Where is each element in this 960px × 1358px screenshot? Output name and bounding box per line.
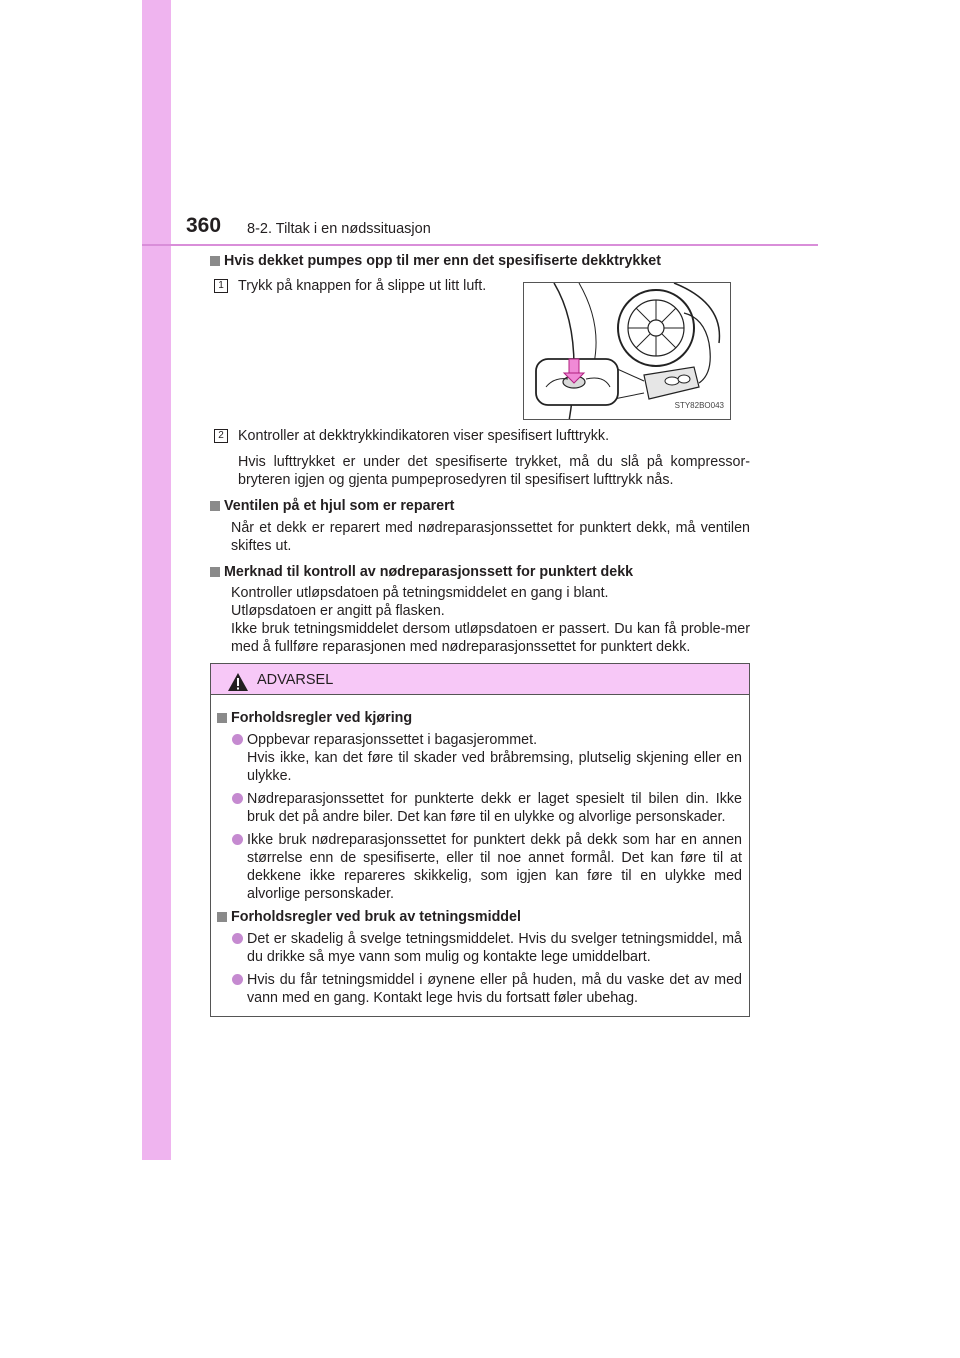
- bullet-dot-icon: [232, 734, 243, 745]
- warning-box: [210, 663, 750, 1017]
- square-bullet-icon: [217, 713, 227, 723]
- warning-title: ADVARSEL: [257, 672, 334, 688]
- step-text: Trykk på knappen for å slippe ut litt luft.: [238, 278, 487, 294]
- step-text: Kontroller at dekktrykkindikatoren viser spesifisert lufttrykk.: [238, 428, 610, 444]
- warning-bullet: Det er skadelig å svelge tetningsmiddelet. Hvis du svelger tetningsmiddel, må du drikke så mye vann som mulig og kontakte lege umiddelbart.: [217, 930, 742, 966]
- step-2-note: Hvis lufttrykket er under det spesifiserte trykket, må du slå på kompressor-bryteren igjen og gjenta pumpeprosedyren til spesifisert lufttrykk nås.: [238, 454, 750, 488]
- figure-code: STY82BO043: [674, 401, 724, 410]
- section-title: 8-2. Tiltak i en nødssituasjon: [247, 221, 431, 237]
- bullet-dot-icon: [232, 834, 243, 845]
- warning-bullet: Oppbevar reparasjonssettet i bagasjerommet. Hvis ikke, kan det føre til skader ved bråbremsing, plutselig skjening eller en ulykke.: [217, 731, 742, 785]
- warning-bullet: Hvis du får tetningsmiddel i øynene eller på huden, må du vaske det av med vann med en gang. Kontakt lege hvis du fortsatt føler ubehag.: [217, 971, 742, 1007]
- kit-check-line-3: Ikke bruk tetningsmiddelet dersom utløpsdatoen er passert. Du kan få proble-mer med å fullføre reparasjonen med nødreparasjonssettet for punktert dekk.: [231, 621, 750, 655]
- square-bullet-icon: [210, 567, 220, 577]
- compressor-illustration: [523, 282, 731, 420]
- warning-heading-sealant: Forholdsregler ved bruk av tetningsmiddel: [217, 908, 742, 926]
- warning-heading-driving: Forholdsregler ved kjøring: [217, 709, 742, 727]
- heading-overinflation: Hvis dekket pumpes opp til mer enn det spesifiserte dekktrykket: [210, 252, 750, 270]
- bullet-dot-icon: [232, 974, 243, 985]
- warning-bullet: Ikke bruk nødreparasjonssettet for punktert dekk på dekk som har en annen størrelse enn de spesifiserte, eller til noe annet formål. Det kan føre til at dekkene ikke repareres skikkelig, som igjen kan føre til en ulykke med alvorlige personskader.: [217, 831, 742, 903]
- side-band: [142, 0, 171, 1160]
- kit-check-line-2: Utløpsdatoen er angitt på flasken.: [231, 603, 445, 619]
- step-2: [210, 427, 750, 445]
- kit-check-line-1: Kontroller utløpsdatoen på tetningsmiddelet en gang i blant.: [231, 585, 609, 601]
- valve-text: Når et dekk er reparert med nødreparasjonssettet for punktert dekk, må ventilen skiftes ut.: [231, 520, 750, 554]
- page-number: 360: [186, 214, 222, 237]
- warning-body: [211, 695, 749, 1007]
- heading-valve: Ventilen på et hjul som er reparert: [210, 497, 750, 515]
- warning-bullet: Nødreparasjonssettet for punkterte dekk er laget spesielt til bilen din. Ikke bruk det på andre biler. Det kan føre til en ulykke og alvorlige personskader.: [217, 790, 742, 826]
- step-number: 2: [214, 429, 228, 443]
- header-rule: [142, 244, 818, 246]
- step-number: 1: [214, 279, 228, 293]
- bullet-dot-icon: [232, 793, 243, 804]
- warning-header: [211, 664, 749, 695]
- square-bullet-icon: [210, 501, 220, 511]
- square-bullet-icon: [217, 912, 227, 922]
- heading-kit-check: Merknad til kontroll av nødreparasjonssett for punktert dekk: [210, 563, 750, 581]
- warning-triangle-icon: [227, 672, 249, 692]
- bullet-dot-icon: [232, 933, 243, 944]
- main-content: [210, 252, 750, 656]
- square-bullet-icon: [210, 256, 220, 266]
